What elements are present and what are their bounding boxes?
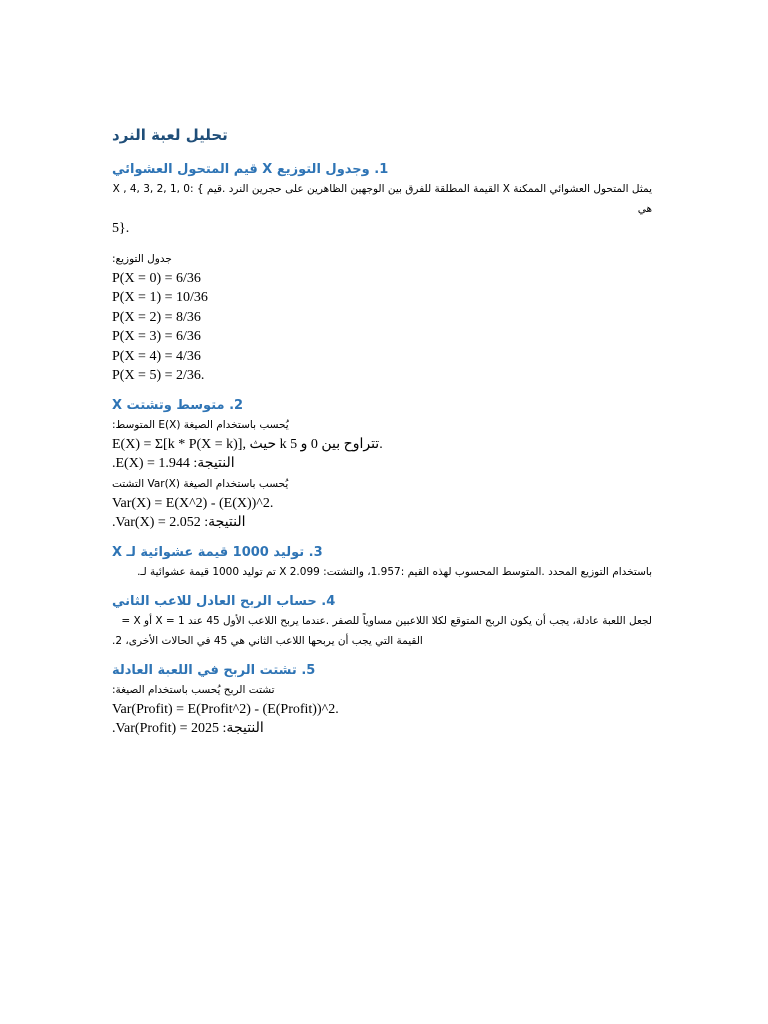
- section-1-paragraph-cont: 5}.: [112, 221, 130, 236]
- fair-profit-line-1: لجعل اللعبة عادلة، يجب أن يكون الربح المتوقع لكلا اللاعبين مساوياً للصفر .عندما يربح اللاعب الأول 45 عند X = 1 أو X =: [121, 614, 652, 627]
- mean-formula: E(X) = Σ[k * P(X = k)], حيث k تتراوح بين 0 و 5.: [112, 436, 383, 452]
- fair-profit-line-2: القيمة التي يجب أن يربحها اللاعب الثاني هي 45 في الحالات الأخرى، 2.: [112, 634, 423, 647]
- distribution-row: P(X = 4) = 4/36: [112, 348, 201, 364]
- profit-variance-label: تشتت الربح يُحسب باستخدام الصيغة:: [112, 683, 275, 696]
- section-1-heading: 1. وجدول التوزيع X قيم المتحول العشوائي: [112, 162, 389, 177]
- distribution-row: P(X = 1) = 10/36: [112, 290, 208, 305]
- simulation-summary: باستخدام التوزيع المحدد .المتوسط المحسوب لهذه القيم :1.957، والتشتت: 2.099 X تم توليد 1000 قيمة عشوائية لـ.: [137, 565, 652, 578]
- distribution-row: P(X = 0) = 6/36: [112, 270, 201, 286]
- distribution-table-label: :جدول التوزيع: [112, 252, 172, 265]
- distribution-row: P(X = 2) = 8/36: [112, 309, 201, 325]
- section-2-heading: 2. متوسط وتشتت X: [112, 397, 244, 413]
- variance-formula-label: يُحسب باستخدام الصيغة Var(X) التشتت: [112, 477, 289, 490]
- section-3-heading: 3. توليد 1000 قيمة عشوائية لـ X: [112, 544, 323, 560]
- mean-formula-label: يُحسب باستخدام الصيغة E(X) المتوسط:: [112, 418, 289, 431]
- document-title: تحليل لعبة النرد: [112, 126, 228, 144]
- distribution-row: P(X = 5) = 2/36.: [112, 368, 205, 383]
- profit-variance-result: النتيجة: Var(Profit) = 2025.: [112, 721, 264, 736]
- distribution-row: P(X = 3) = 6/36: [112, 329, 201, 344]
- variance-formula: Var(X) = E(X^2) - (E(X))^2.: [112, 495, 274, 511]
- section-4-heading: 4. حساب الربح العادل للاعب الثاني: [112, 593, 336, 609]
- mean-result: النتيجة: E(X) = 1.944.: [112, 456, 235, 471]
- section-5-heading: 5. تشتت الربح في اللعبة العادلة: [112, 662, 316, 678]
- document-page: [112, 118, 652, 739]
- section-1-paragraph: X , 4, 3, 2, 1, 0: { القيمة المطلقة للفرق بين الوجهين الظاهرين على حجرين النرد .قيم X يمثل المتحول العشوائي الممكنة هي: [112, 183, 652, 215]
- profit-variance-formula: Var(Profit) = E(Profit^2) - (E(Profit))^2.: [112, 701, 339, 717]
- variance-result: النتيجة: Var(X) = 2.052.: [112, 515, 246, 530]
